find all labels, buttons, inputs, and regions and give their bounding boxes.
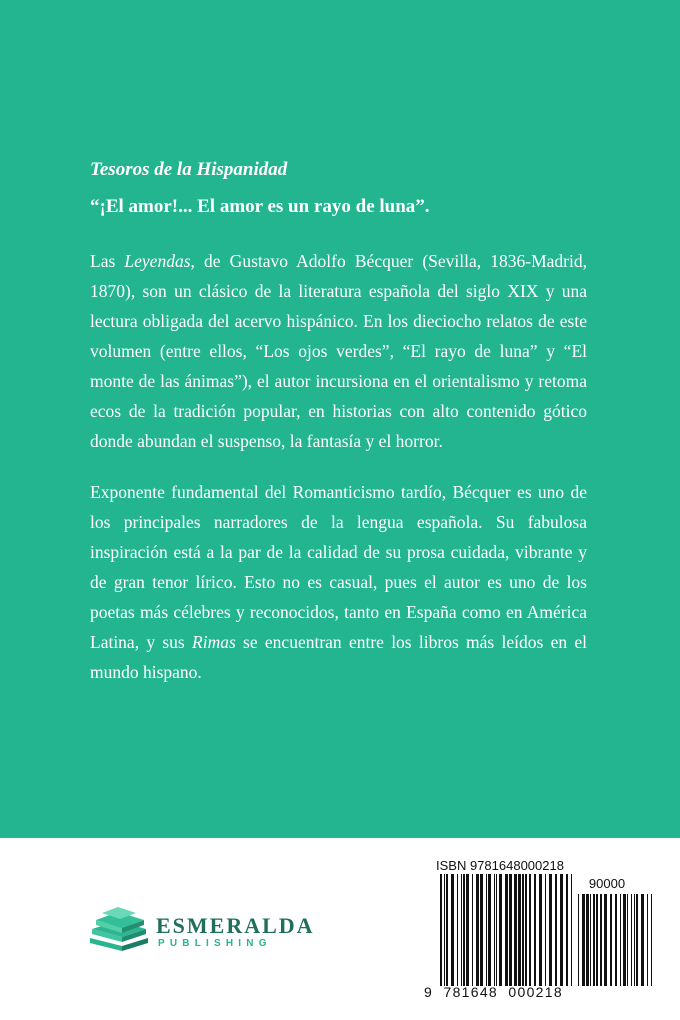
barcode-bar [539,874,542,986]
barcode-bar [457,874,458,986]
barcode-bar [444,874,445,986]
stacked-books-icon [88,905,152,955]
barcode-bar [529,874,531,986]
barcode-bar [451,874,454,986]
synopsis-paragraph-2 [90,477,587,687]
barcode-bar [560,874,563,986]
isbn-digits-right: 000218 [508,984,563,1000]
barcode-bar [514,874,517,986]
barcode-bar [480,874,483,986]
barcode-bar [505,874,508,986]
barcode-bar [509,874,512,986]
barcode-bar [549,874,552,986]
publisher-subtitle: PUBLISHING [158,938,272,949]
barcode-bar [586,894,589,986]
barcode-bar [634,894,635,986]
barcode-bar [466,874,469,986]
barcode-bar [610,894,612,986]
barcode-bar [461,874,462,986]
barcode-bar [620,894,621,986]
para2-text-end: se encuentran entre los libros más leídos en el mundo hispano. [90,632,587,682]
para1-text-start: Las [90,251,125,271]
isbn-label: ISBN 9781648000218 [436,858,564,873]
synopsis-column [90,157,587,687]
barcode-bar [440,874,442,986]
barcode-bar [476,874,479,986]
barcode-bar [578,894,579,986]
epigraph-quote: “¡El amor!... El amor es un rayo de luna”. [90,196,430,217]
barcode-bar [545,874,546,986]
barcode-bar [518,874,521,986]
series-title: Tesoros de la Hispanidad [90,159,288,180]
barcode-bar [627,894,628,986]
barcode-bar [571,874,572,986]
barcode-bar [651,894,652,986]
barcode-bar [534,874,536,986]
barcode-bar [631,894,632,986]
isbn-digits [424,984,654,1000]
barcode-bar [499,874,502,986]
barcode-bar [623,894,626,986]
barcode-bar [600,894,602,986]
synopsis-paragraph-1 [90,246,587,456]
barcode-bar [590,894,591,986]
barcode-bar [494,874,495,986]
barcode-bar [555,874,557,986]
barcode-bar [522,874,524,986]
isbn-digit-first: 9 [424,984,434,1000]
barcode-bar [525,874,527,986]
barcode-bar [596,894,598,986]
barcode-bar [446,874,448,986]
barcode-bar [566,874,568,986]
isbn-digits-left: 781648 [443,984,499,1000]
barcode-bar [636,894,638,986]
barcode-bar [647,894,648,986]
publisher-logo [88,905,315,957]
barcode-bar [463,874,465,986]
para1-text-end: , de Gustavo Adolfo Bécquer (Sevilla, 1836-Madrid, 1870), son un clásico de la literatura española del siglo XIX y una lectura obligada del acervo hispánico. En los dieciocho relatos de este volumen (entre ellos, “Los ojos verdes”, “El rayo de luna” y “El monte de las ánimas”), el autor incursiona en el orientalismo y retoma ecos de la tradición popular, en historias con alto contenido gótico donde abundan el suspenso, la fantasía y el horror. [90,251,587,451]
barcode-bar [593,894,595,986]
barcode-bar [582,894,585,986]
barcode-bar [496,874,497,986]
publisher-name: ESMERALDA [156,913,315,938]
barcode-bar [486,874,487,986]
isbn-barcode [424,857,654,1007]
barcode-bar [604,894,607,986]
para2-text-start: Exponente fundamental del Romanticismo tardío, Bécquer es uno de los principales narradores de la lengua española. Su fabulosa inspiración está a la par de la calidad de su prosa cuidada, vibrante y de gran tenor lírico. Esto no es casual, pues el autor es uno de los poetas más célebres y reconocidos, tanto en España como en América Latina, y sus [90,482,587,652]
barcode-bar [472,874,473,986]
book-title-leyendas: Leyendas [124,251,191,271]
price-code: 90000 [576,876,638,891]
barcode-bar [615,894,617,986]
book-title-rimas: Rimas [192,632,236,652]
barcode-bar [641,894,644,986]
barcode-bar [488,874,491,986]
